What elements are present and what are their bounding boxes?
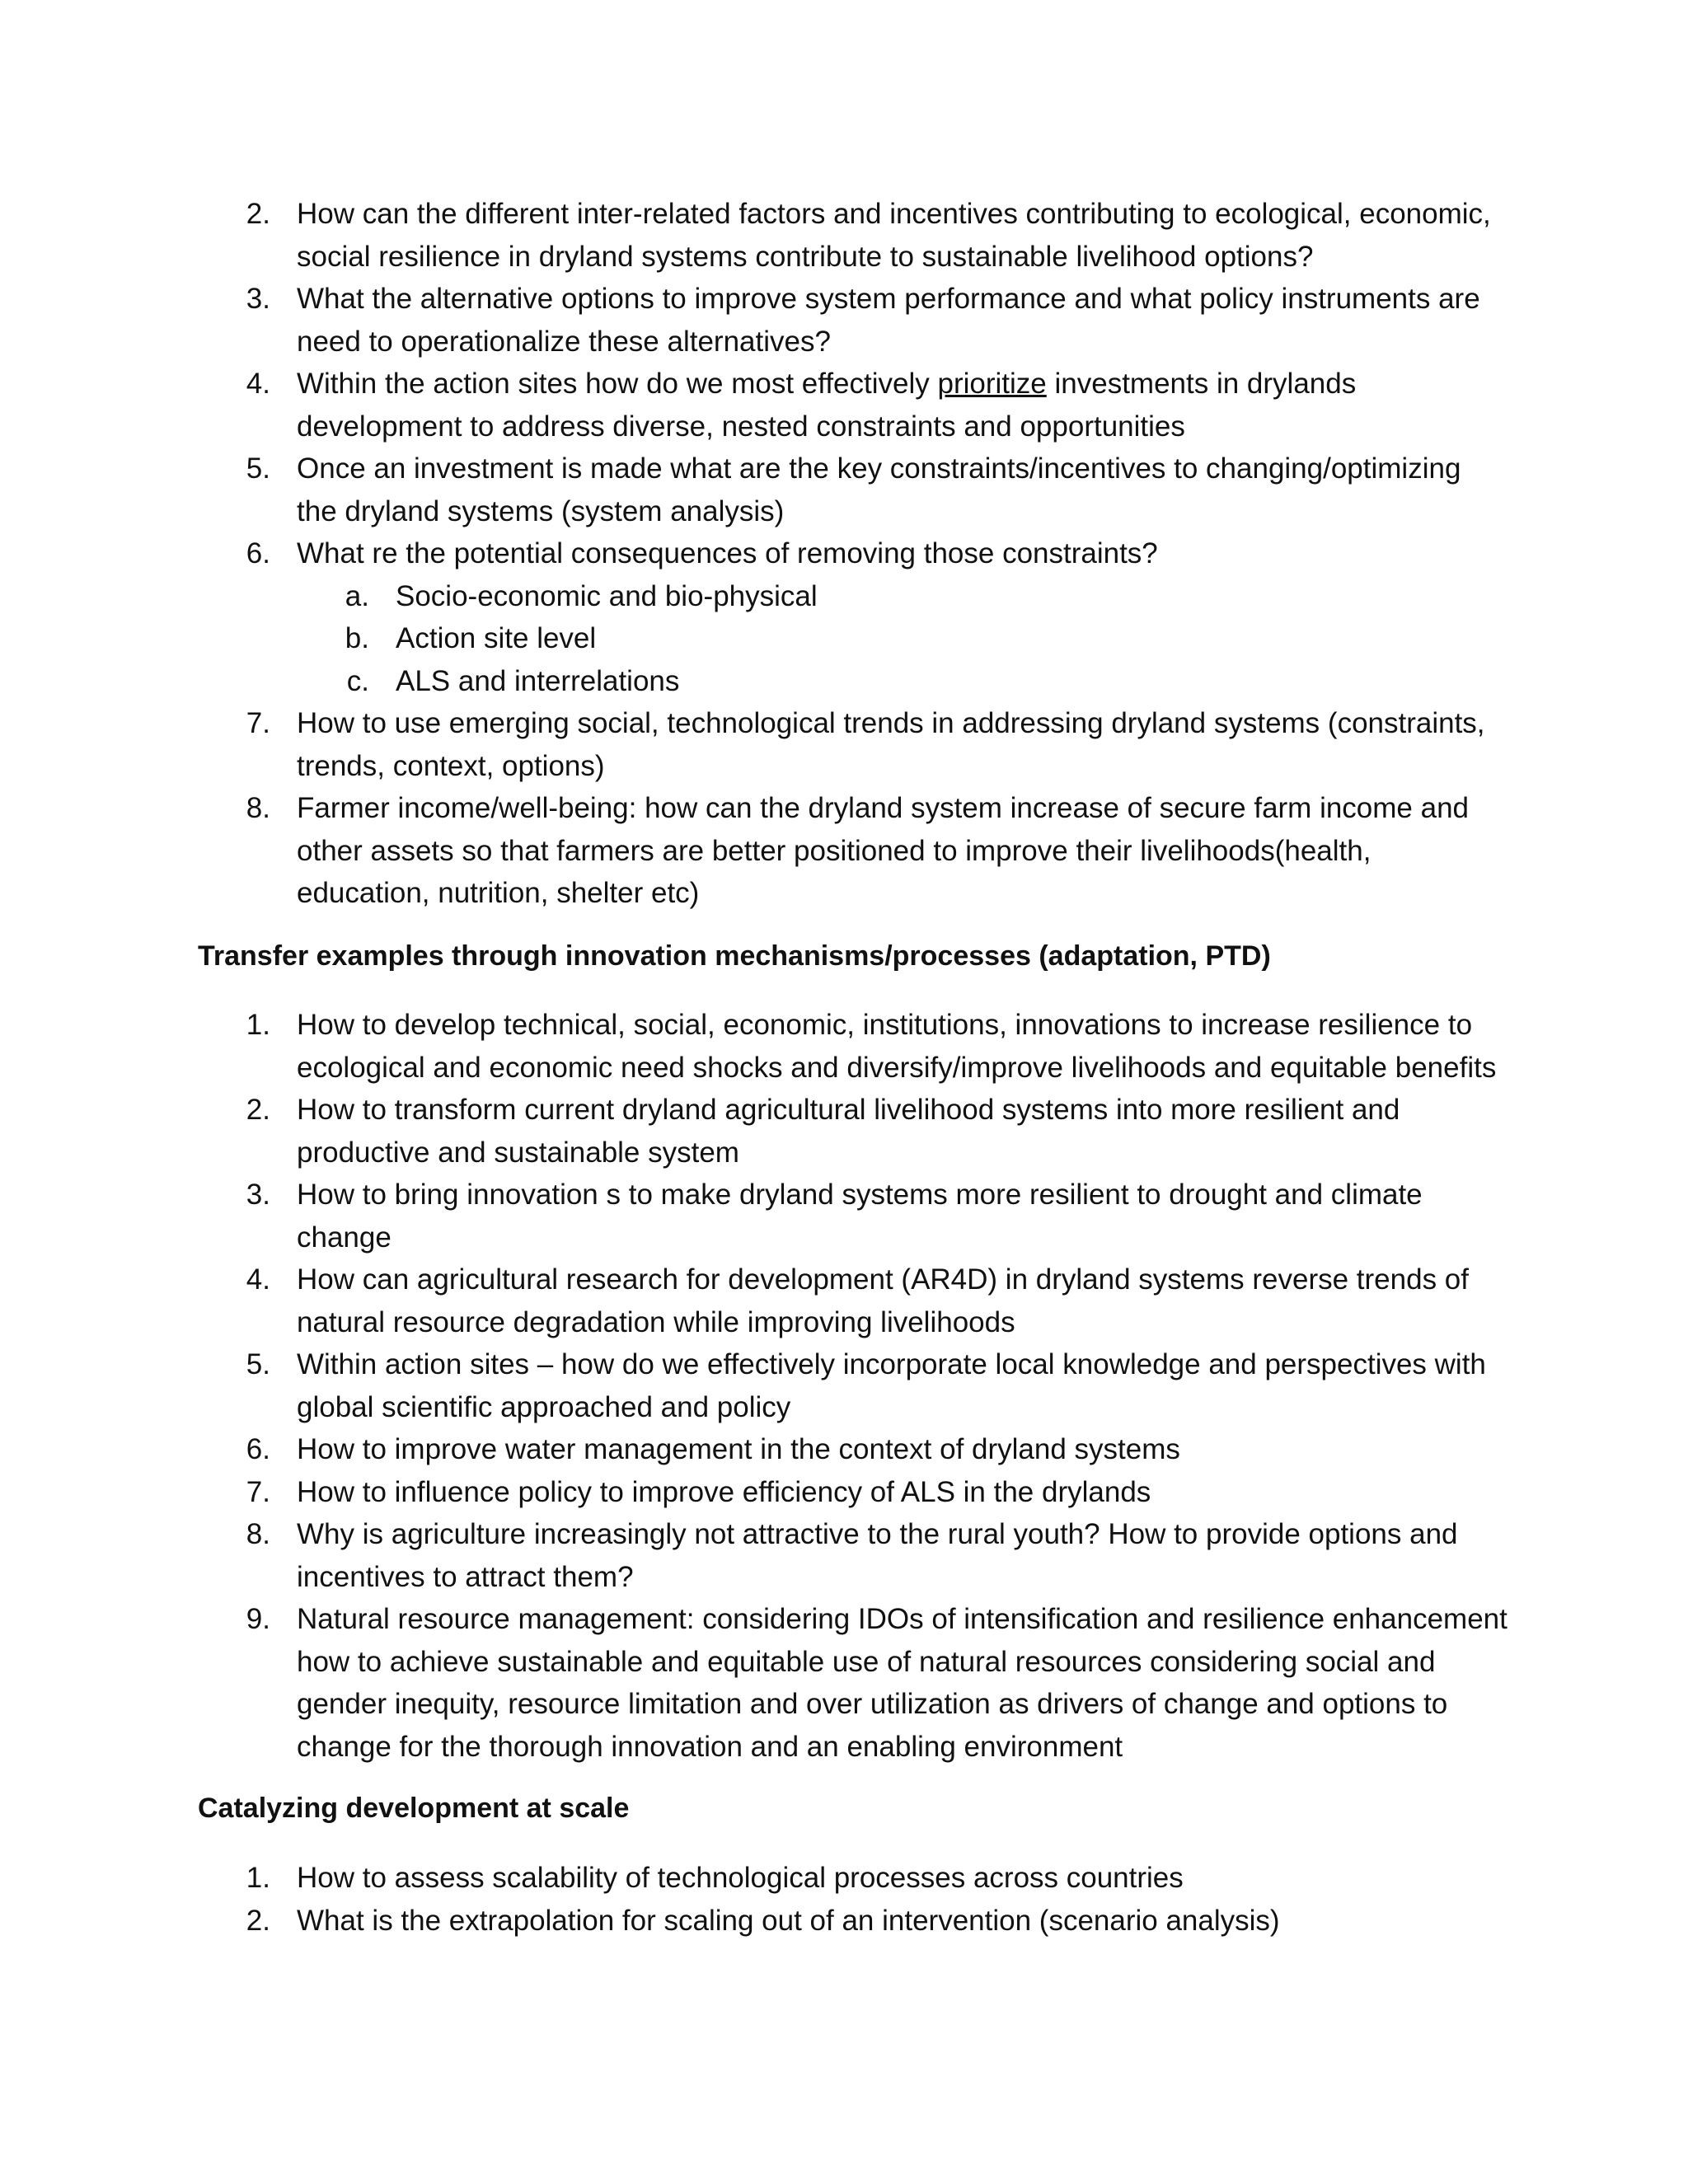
list-item: 2. What is the extrapolation for scaling out of an intervention (scenario analysis) [246, 1904, 1280, 1937]
list-item: 3. How to bring innovation s to make dryland systems more resilient to drought and climate change [246, 1179, 1423, 1254]
list-item: 8. Why is agriculture increasingly not attractive to the rural youth? How to provide options and incentives to attract them? [246, 1518, 1458, 1593]
underlined-word: prioritize [937, 368, 1047, 400]
list-item: 6. How to improve water management in the context of dryland systems [246, 1433, 1180, 1465]
section-heading-scale: Catalyzing development at scale [198, 1793, 630, 1824]
list-item: 4. How can agricultural research for development (AR4D) in dryland systems reverse trends of natural resource degradation while improving livelihoods [246, 1263, 1469, 1338]
sub-list-item: b. Action site level [345, 622, 597, 654]
list-item: 2. How can the different inter-related factors and incentives contributing to ecological, economic, social resilience in dryland systems contribute to sustainable livelihood options? [246, 198, 1491, 273]
list-item: 7. How to influence policy to improve efficiency of ALS in the drylands [246, 1475, 1151, 1508]
list-item: 4. Within the action sites how do we most effectively prioritize investments in drylands development to address diverse, nested constraints and opportunities [246, 368, 1357, 443]
list-item: 3. What the alternative options to improve system performance and what policy instruments are need to operationalize these alternatives? [246, 283, 1480, 358]
list-item: 1. How to assess scalability of technological processes across countries [246, 1862, 1184, 1894]
list-item: 9. Natural resource management: considering IDOs of intensification and resilience enhancement how to achieve sustainable and equitable use of natural resources considering social and gender inequity, resource limitation and over utilization as drivers of change and options to change for the thorough innovation and an enabling environment [246, 1603, 1507, 1763]
list-item: 5. Once an investment is made what are the key constraints/incentives to changing/optimizing the dryland systems (system analysis) [246, 452, 1461, 527]
questions-list-2 [0, 1004, 1688, 1768]
list-item: 8. Farmer income/well-being: how can the dryland system increase of secure farm income and other assets so that farmers are better positioned to improve their livelihoods(health, education, nutrition, shelter etc) [246, 792, 1470, 909]
questions-list-1 [0, 193, 1688, 915]
sub-list-item: c. ALS and interrelations [346, 664, 680, 697]
list-item: 6. What re the potential consequences of removing those constraints? [246, 537, 1158, 569]
list-item: 7. How to use emerging social, technological trends in addressing dryland systems (constraints, trends, context, options) [246, 707, 1485, 782]
list-item: 1. How to develop technical, social, economic, institutions, innovations to increase resilience to ecological and economic need shocks and diversify/improve livelihoods and equitable benefits [246, 1009, 1497, 1084]
list-item: 5. Within action sites – how do we effectively incorporate local knowledge and perspectives with global scientific approached and policy [246, 1348, 1486, 1423]
sub-list-item: a. Socio-economic and bio-physical [345, 579, 818, 612]
section-heading-transfer: Transfer examples through innovation mechanisms/processes (adaptation, PTD) [198, 940, 1271, 972]
list-item: 2. How to transform current dryland agricultural livelihood systems into more resilient and productive and sustainable system [246, 1094, 1400, 1169]
questions-list-3 [0, 1857, 1688, 1942]
